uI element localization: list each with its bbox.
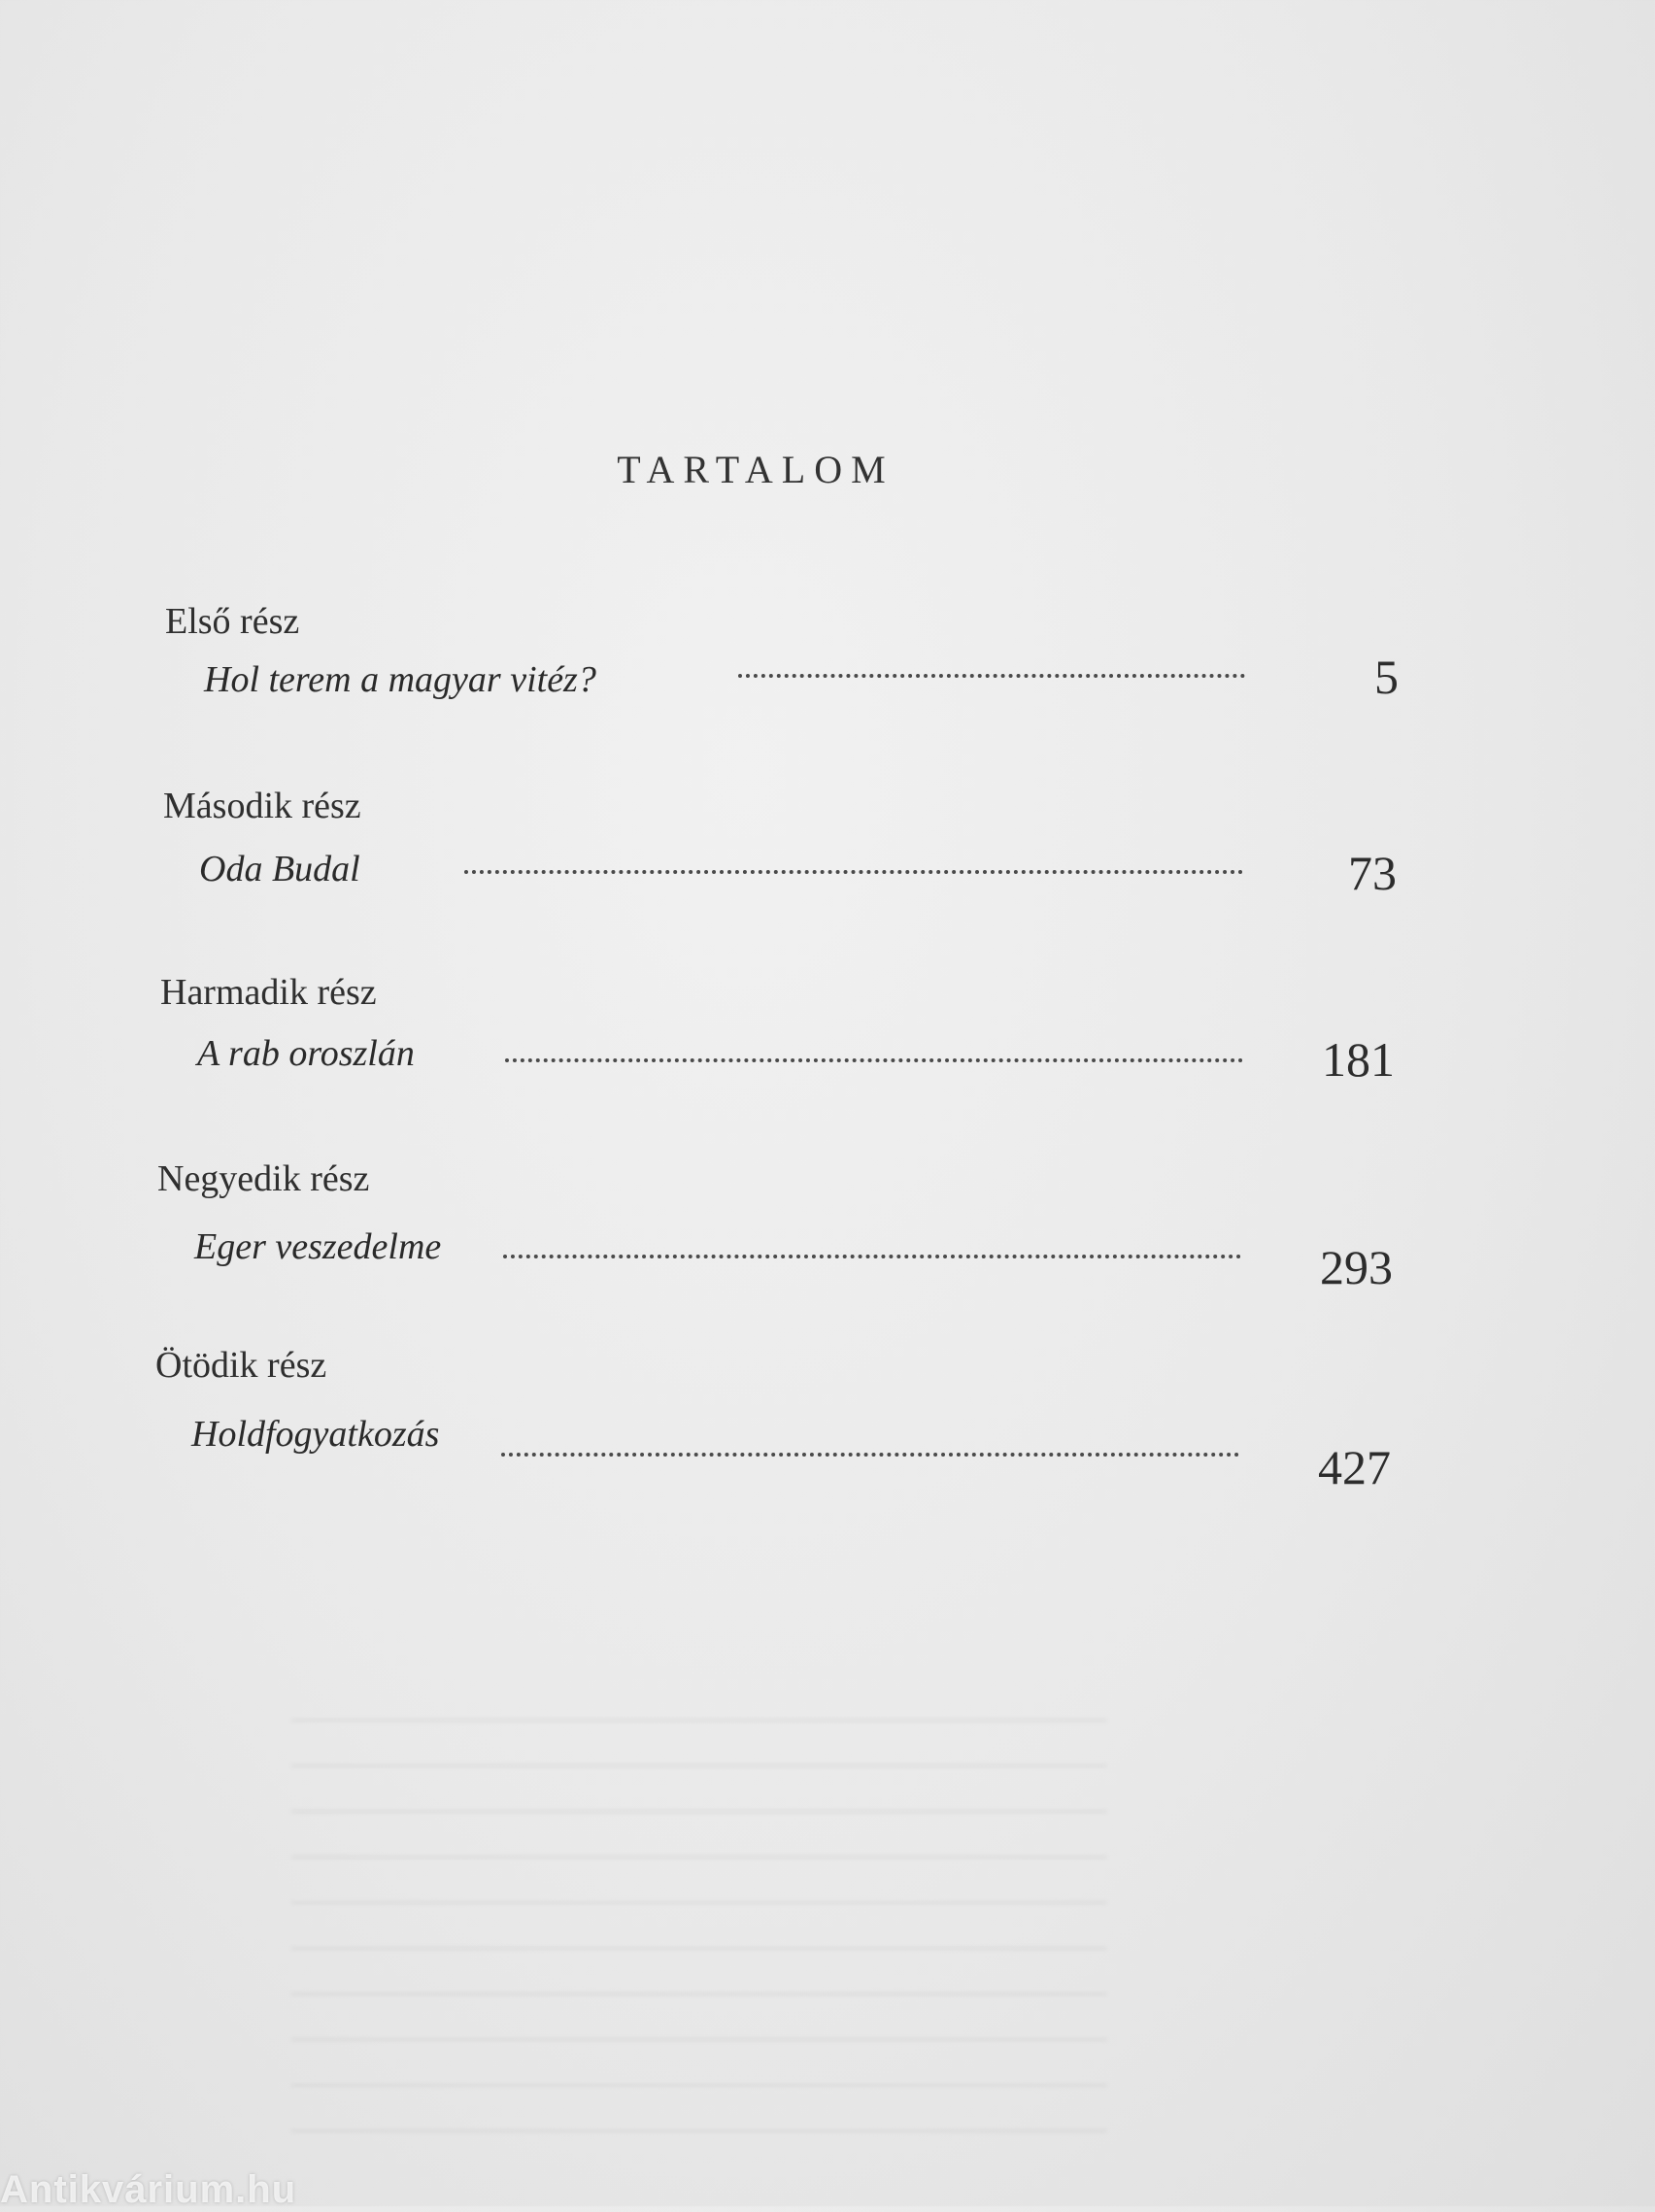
dot-leader xyxy=(501,1453,1239,1457)
toc-part-label: Második rész xyxy=(163,786,361,826)
toc-entry-title: Eger veszedelme xyxy=(194,1226,442,1267)
toc-page-number: 181 xyxy=(1322,1032,1395,1087)
toc-entry-title: Holdfogyatkozás xyxy=(191,1414,440,1455)
toc-entry-title: Oda Budal xyxy=(199,849,360,889)
toc-entry-title: A rab oroszlán xyxy=(197,1033,415,1074)
toc-part-label: Negyedik rész xyxy=(157,1158,370,1199)
dot-leader xyxy=(503,1255,1241,1258)
toc-page-number: 73 xyxy=(1348,846,1397,900)
toc-entry-title: Hol terem a magyar vitéz? xyxy=(204,659,596,700)
dot-leader xyxy=(738,674,1245,678)
toc-page-number: 427 xyxy=(1318,1440,1391,1494)
dot-leader xyxy=(505,1058,1243,1062)
dot-leader xyxy=(464,870,1243,874)
toc-heading: TARTALOM xyxy=(617,448,895,491)
toc-page-number: 5 xyxy=(1374,650,1399,704)
toc-part-label: Harmadik rész xyxy=(160,972,377,1013)
watermark-text: Antikvárium.hu xyxy=(0,2168,297,2211)
toc-part-label: Első rész xyxy=(165,601,300,642)
bleed-through-text xyxy=(291,1719,1107,2136)
toc-page-number: 293 xyxy=(1320,1240,1393,1294)
toc-part-label: Ötödik rész xyxy=(155,1345,327,1386)
